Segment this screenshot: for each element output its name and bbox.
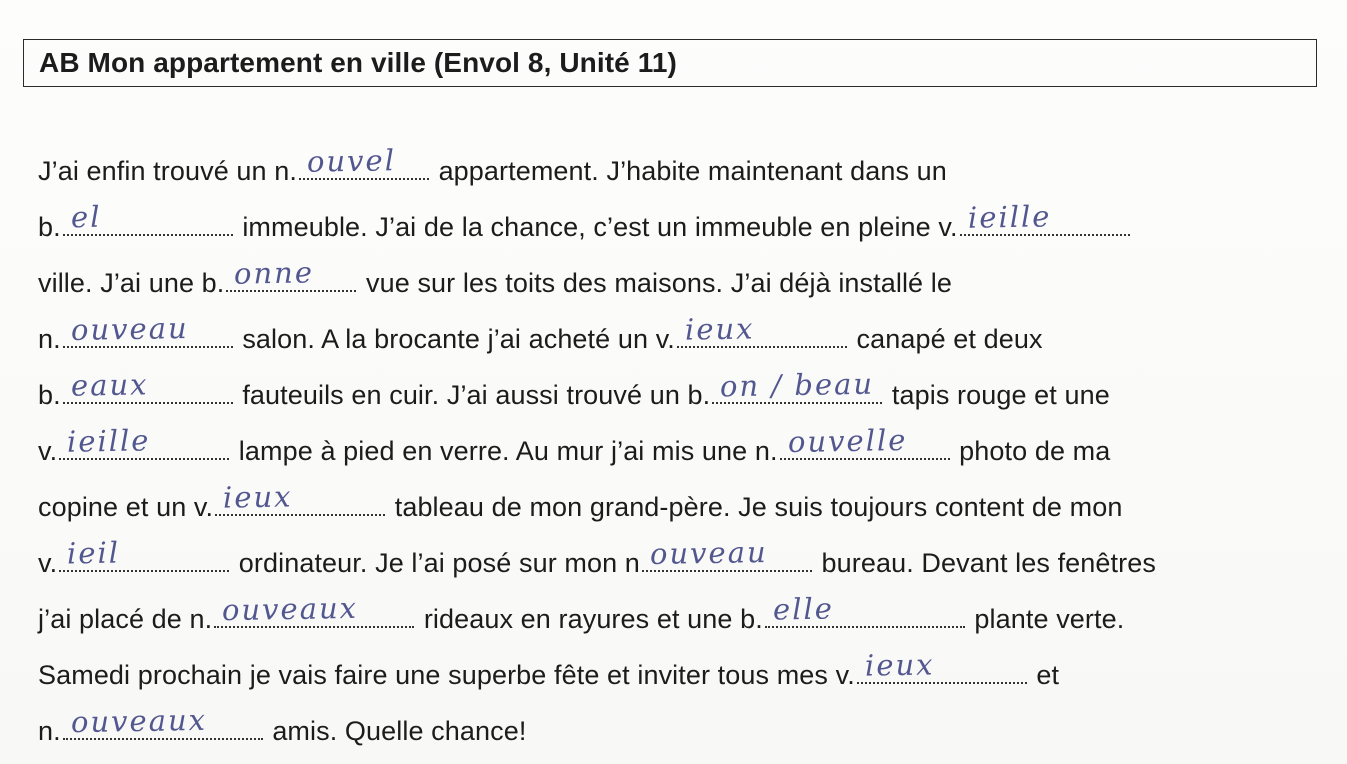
text-line-2: [38, 199, 1132, 243]
answer-blank[interactable]: [63, 199, 233, 236]
answer-blank[interactable]: [712, 366, 882, 404]
handwritten-answer: el: [70, 199, 102, 235]
sentence-text: tableau de mon grand-père. Je suis toujours content de mon: [387, 492, 1123, 522]
sentence-text: amis. Quelle chance!: [264, 716, 527, 746]
sentence-text: immeuble. J’ai de la chance, c’est un immeuble en pleine v.: [234, 212, 958, 242]
sentence-text: plante verte.: [966, 604, 1125, 634]
handwritten-answer: ieux: [222, 479, 293, 515]
handwritten-answer: ieux: [684, 311, 755, 347]
sentence-text: vue sur les toits des maisons. J’ai déjà installé le: [358, 268, 952, 298]
handwritten-answer: ieux: [864, 647, 935, 683]
answer-blank[interactable]: [63, 310, 233, 348]
sentence-text: copine et un v.: [38, 492, 214, 522]
handwritten-answer: ouveaux: [221, 590, 359, 628]
text-line-9: [38, 590, 1125, 635]
sentence-text: bureau. Devant les fenêtres: [813, 548, 1156, 578]
sentence-text: b.: [38, 380, 61, 410]
answer-blank[interactable]: [214, 590, 414, 628]
sentence-text: salon. A la brocante j’ai acheté un v.: [234, 324, 675, 354]
text-line-11: [38, 702, 527, 747]
handwritten-answer: ouvel: [306, 143, 397, 179]
sentence-text: appartement. J’habite maintenant dans un: [430, 156, 947, 186]
text-line-6: [38, 422, 1111, 467]
handwritten-answer: ieil: [66, 535, 121, 571]
handwritten-answer: ieille: [967, 199, 1052, 235]
text-line-1: [38, 143, 947, 187]
answer-blank[interactable]: [226, 255, 356, 292]
handwritten-answer: ouveau: [649, 534, 768, 572]
sentence-text: canapé et deux: [848, 324, 1043, 354]
answer-blank[interactable]: [677, 311, 847, 348]
sentence-text: n.: [38, 324, 61, 354]
sentence-text: fauteuils en cuir. J’ai aussi trouvé un b.: [234, 380, 711, 410]
handwritten-answer: on / beau: [719, 366, 875, 404]
answer-blank[interactable]: [59, 423, 229, 460]
answer-blank[interactable]: [215, 479, 385, 516]
answer-blank[interactable]: [63, 702, 263, 740]
text-line-7: [38, 479, 1123, 523]
handwritten-answer: ouveaux: [70, 702, 208, 740]
text-line-3: [38, 255, 952, 299]
answer-blank[interactable]: [63, 367, 233, 404]
answer-blank[interactable]: [960, 199, 1130, 236]
handwritten-answer: onne: [234, 255, 315, 291]
answer-blank[interactable]: [642, 534, 812, 572]
answer-blank[interactable]: [59, 535, 229, 572]
handwritten-answer: ouvelle: [787, 422, 908, 460]
answer-blank[interactable]: [780, 422, 950, 460]
text-line-4: [38, 310, 1043, 355]
answer-blank[interactable]: [765, 591, 965, 628]
sentence-text: photo de ma: [951, 436, 1111, 466]
handwritten-answer: ieille: [66, 423, 151, 459]
title-box: [23, 39, 1317, 87]
handwritten-answer: eaux: [70, 367, 149, 403]
sentence-text: Samedi prochain je vais faire une superbe fête et inviter tous mes v.: [38, 660, 855, 690]
sentence-text: tapis rouge et une: [884, 380, 1110, 410]
text-line-10: [38, 647, 1060, 691]
sentence-text: n.: [38, 716, 61, 746]
page-title: AB Mon appartement en ville (Envol 8, Unité 11): [39, 47, 677, 78]
sentence-text: j’ai placé de n.: [38, 604, 213, 634]
answer-blank[interactable]: [299, 143, 429, 180]
answer-blank[interactable]: [857, 647, 1027, 684]
sentence-text: J’ai enfin trouvé un n.: [38, 156, 297, 186]
sentence-text: ville. J’ai une b.: [38, 268, 225, 298]
sentence-text: v.: [38, 436, 58, 466]
handwritten-answer: elle: [772, 591, 834, 627]
sentence-text: b.: [38, 212, 61, 242]
sentence-text: et: [1028, 660, 1060, 690]
text-line-5: [38, 366, 1110, 411]
text-line-8: [38, 534, 1156, 579]
sentence-text: rideaux en rayures et une b.: [416, 604, 763, 634]
handwritten-answer: ouveau: [70, 310, 189, 348]
sentence-text: ordinateur. Je l’ai posé sur mon n: [231, 548, 640, 578]
sentence-text: v.: [38, 548, 58, 578]
sentence-text: lampe à pied en verre. Au mur j’ai mis une n.: [231, 436, 778, 466]
